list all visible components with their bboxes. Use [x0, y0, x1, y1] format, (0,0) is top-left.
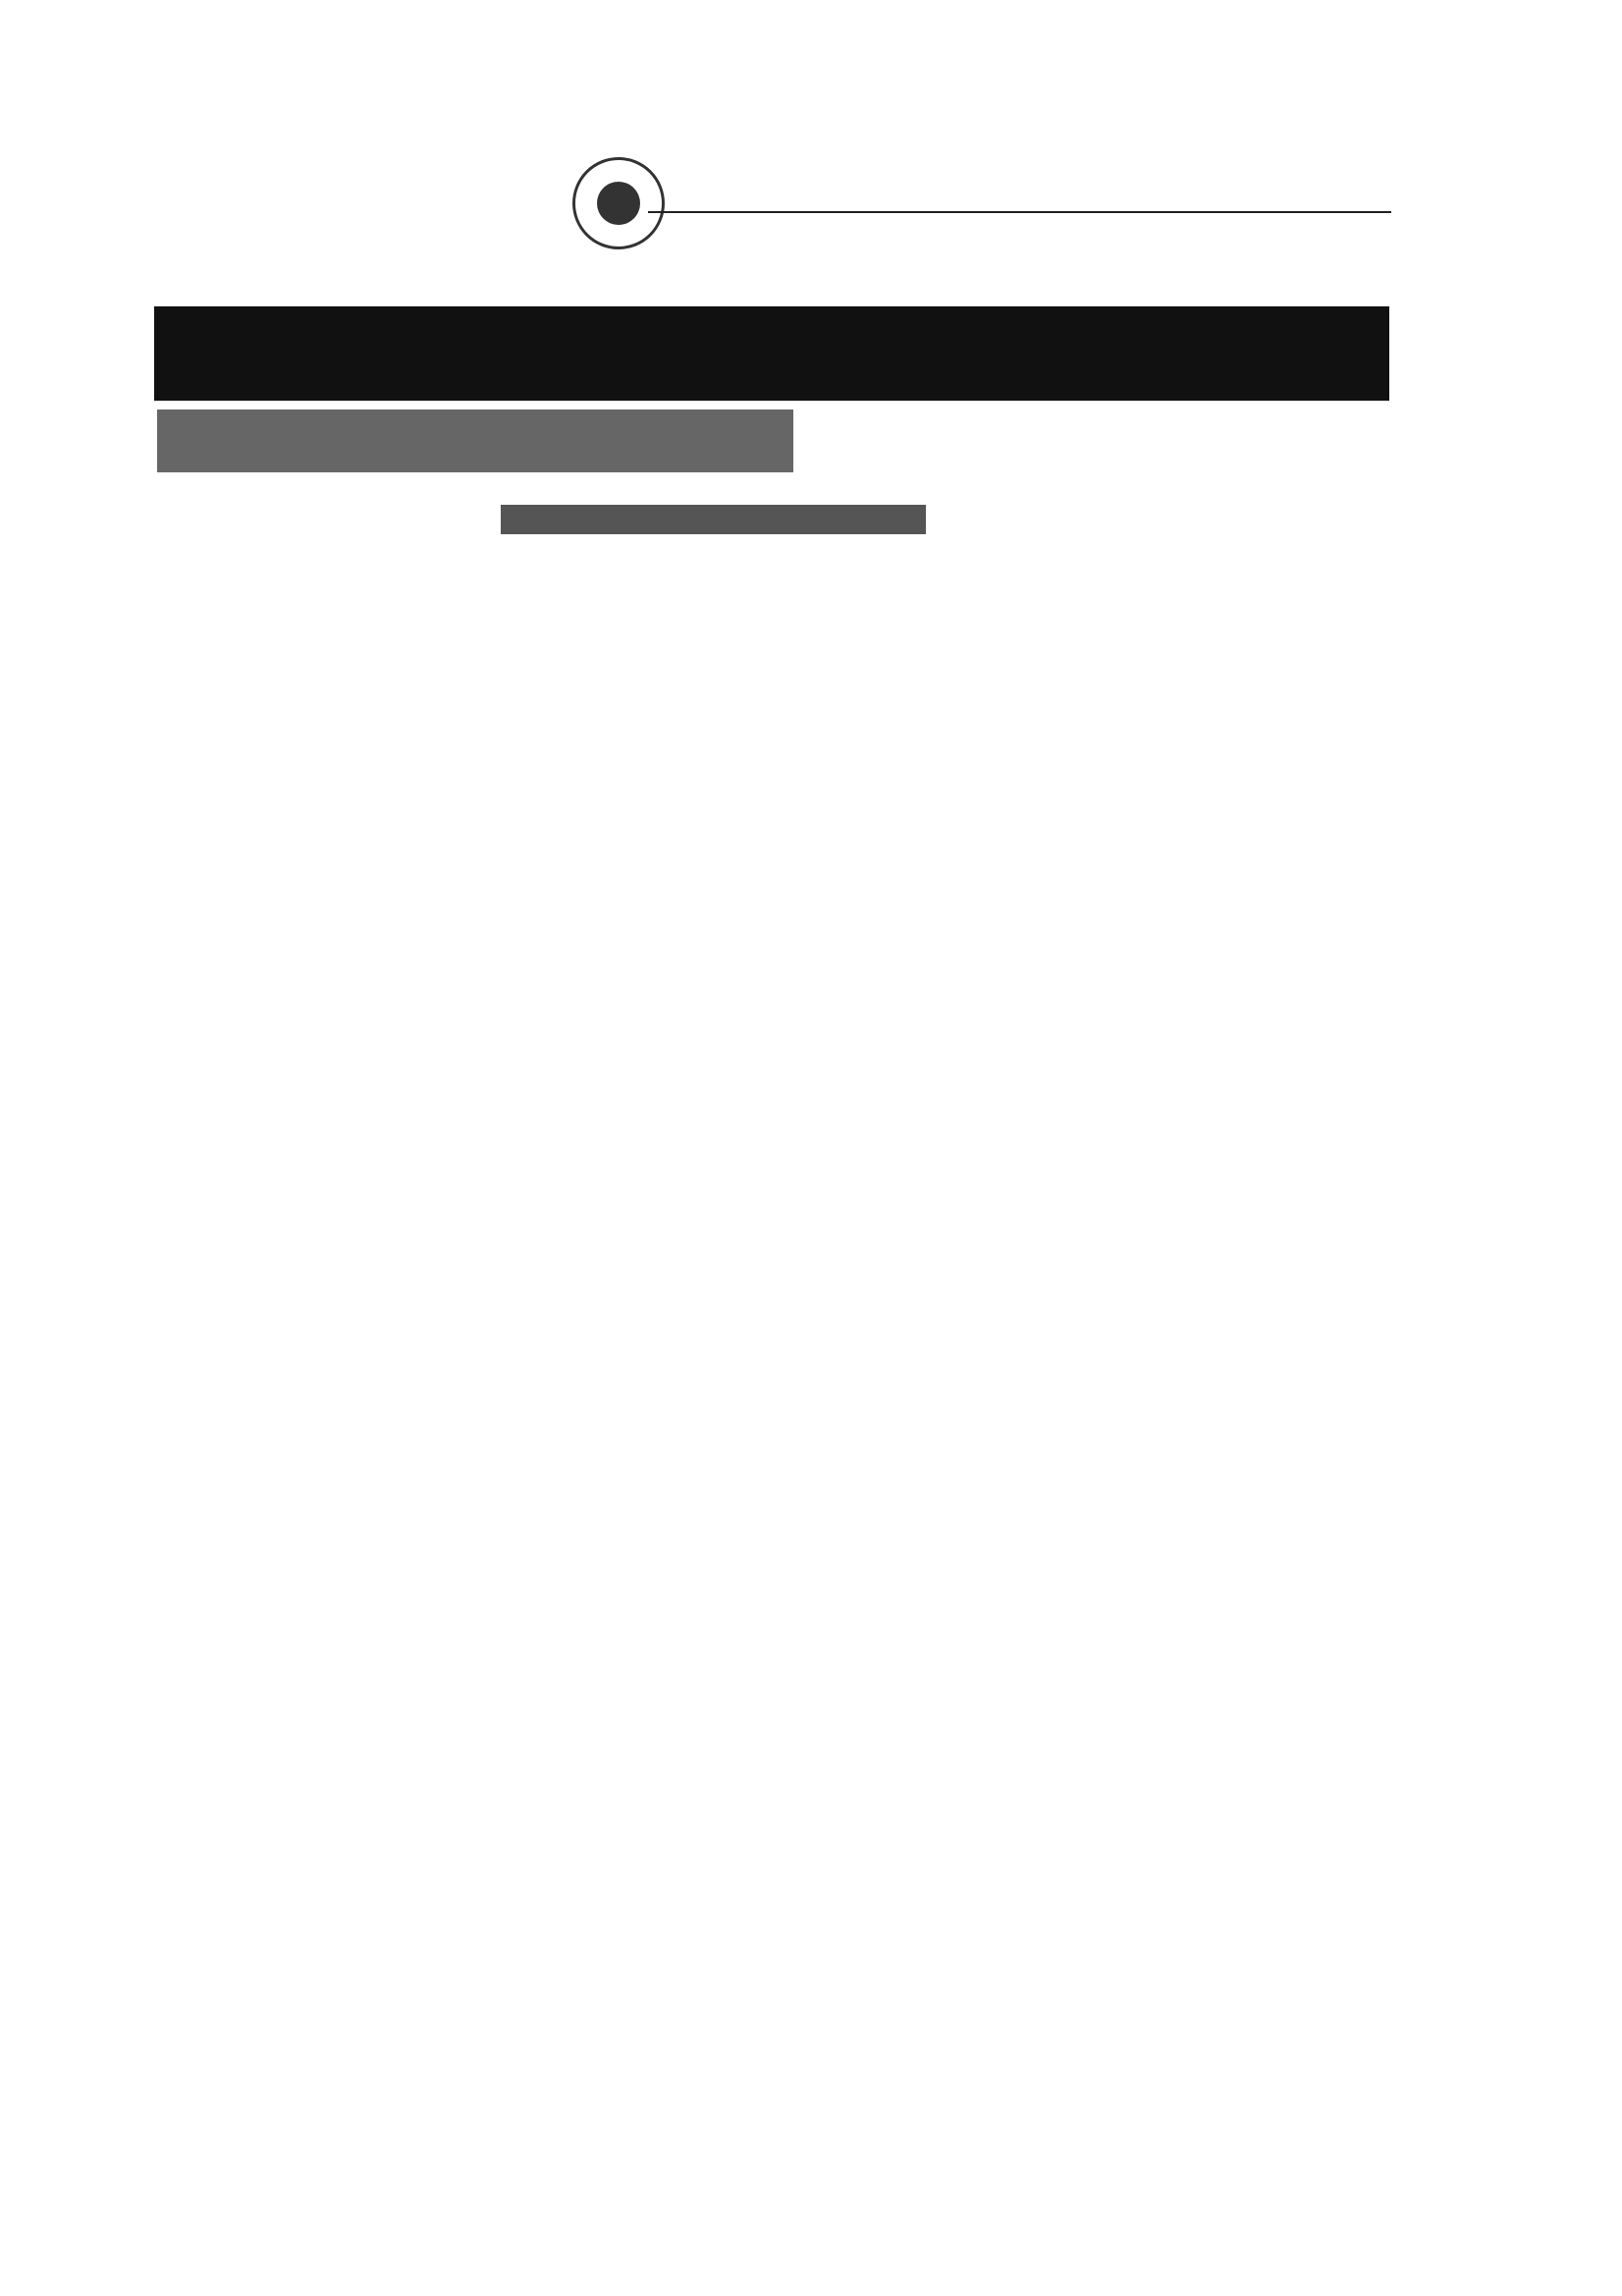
header-rule	[648, 211, 1391, 213]
institute-seal-logo	[572, 157, 665, 249]
section-title	[157, 410, 793, 472]
page-title	[154, 306, 1389, 401]
table-header-index	[501, 505, 926, 534]
